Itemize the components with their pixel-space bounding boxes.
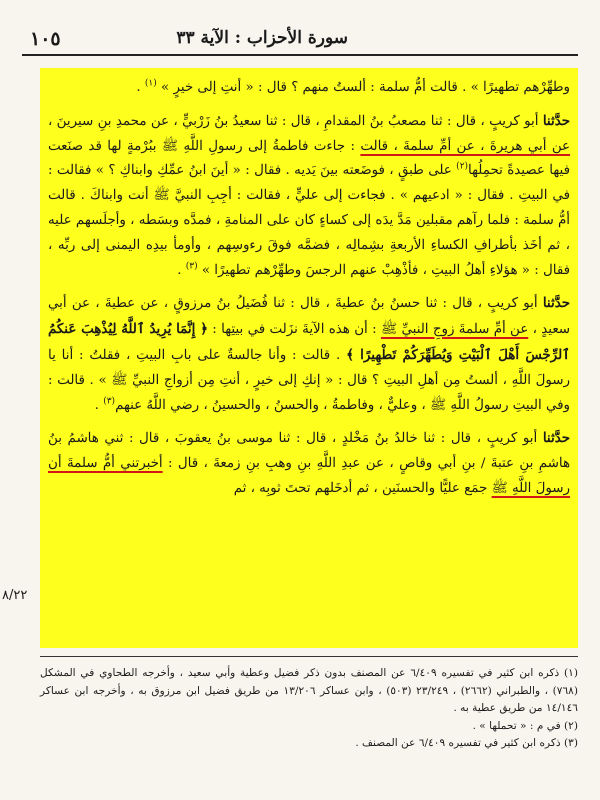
footnotes [40, 656, 578, 753]
main-text [48, 76, 570, 502]
p3-text-c: . قالت : وأنا جالسةٌ على بابِ البيتِ ، فقلتُ : أنا يا رسولَ اللَّهِ ، ألستُ مِن أهلِ البيتِ ؟ قال : « إنكِ إلى خيرٍ ، أنتِ مِن أزواجِ النبيِّ ﷺ » . قالت : وفي البيتِ رسولُ اللَّهِ ﷺ ، وعليٌّ ، وفاطمةُ ، والحسنُ ، والحسينُ ، رضي اللَّهُ عنهم [48, 347, 570, 413]
p3-text-b: : أن هذه الآيةَ نزَلت في بيتِها : [207, 322, 381, 338]
p1-end: . [136, 80, 145, 95]
paragraph-2 [48, 109, 570, 284]
page-number: ١٠٥ [30, 28, 61, 50]
footnote-3: (٣) ذكره ابن كثير في تفسيره ٦/٤٠٩ عن المصنف . [355, 737, 578, 749]
p2-text-c: على طبقٍ ، فوضَعته بينَ يَديه . فقال : « أينَ ابنُ عمِّكِ وابناكِ ؟ » فقالت : في البيتِ . فقال : « ادعيهم » . فجاءت إلى عليٍّ ، فقالت : أجِبِ النبيَّ ﷺ أنت وابناكَ . قالت أمُّ سلمة : فلما رآهم مقبلين مَدَّ يدَه إلى كساءٍ كان على المنامةِ ، فمدَّه وبسَطه ، وأجلَسهم عليه ، ثم أخَذ بأطرافِ الكساءِ الأربعةِ بشِمالِه ، فضمَّه فوقَ رءوسِهم ، وأومأ بيدِه اليمنى إلى ربِّه ، فقال : « هؤلاءِ أهلُ البيتِ ، فأذْهِبْ عنهم الرجسَ وطهِّرْهم تطهيرًا » [48, 163, 570, 278]
p2-end: . [177, 262, 186, 278]
p3-text-a: أبو كريبٍ ، قال : ثنا حسنُ بنُ عطيةَ ، قال : ثنا فُضَيلُ بنُ مرزوقٍ ، عن عطيةَ ، عن أبي سعيدٍ ، [48, 296, 571, 338]
footnote-ref-3[interactable]: (٣) [185, 261, 198, 272]
p2-opener: حدَّثنا [542, 112, 570, 129]
paragraph-1 [48, 76, 570, 101]
quran-verse: ﴿ إِنَّمَا يُرِيدُ ٱللَّهُ لِيُذْهِبَ عَنكُمُ ٱلرِّجْسَ أَهْلَ ٱلْبَيْتِ وَيُطَهِّرَكُمْ تَطْهِيرًا ﴾ [48, 321, 570, 363]
page-header [22, 26, 578, 56]
running-head: سورة الأحزاب : الآية ٣٣ [176, 28, 348, 48]
p4-underlined: أخبرتني أمُّ سلمةَ أن رسولَ اللَّهِ ﷺ [48, 456, 570, 496]
footnote-ref-2[interactable]: (٢) [456, 161, 469, 172]
p4-text-b: جمَع عليًّا والحسنَين ، ثم أدخَلهم تحتَ ثوبِه ، ثم [233, 480, 492, 496]
margin-note: ٨/٢٢ [2, 588, 28, 603]
footnotes-list [40, 657, 578, 753]
footnote-2: (٢) في م : « تحملها » . [472, 719, 578, 732]
footnote-ref-3b[interactable]: (٣) [103, 396, 116, 407]
p1-text: وطهِّرْهم تطهيرًا » . قالت أمُّ سلمة : ألستُ منهم ؟ قال : « أنتِ إلى خيرٍ » [156, 80, 570, 95]
paragraph-4 [48, 426, 570, 501]
p4-text-a: أبو كريبٍ ، قال : ثنا خالدُ بنُ مَخْلدٍ ، قال : ثنا موسى بنُ يعقوبَ ، قال : ثني هاشمُ بنُ هاشمِ بنِ عتبةَ / بنِ أبي وقاصٍ ، عن عبدِ اللَّهِ بنِ وهبِ بنِ زمعةَ ، قال : [48, 431, 570, 472]
p2-text-a: أبو كريبٍ ، قال : ثنا مصعبُ بنُ المقدامِ ، قال : ثنا سعيدُ بنُ زَرْبيٍّ ، عن محمدِ بنِ سيرينَ ، [48, 113, 543, 129]
p2-text-b: : جاءت فاطمةُ إلى رسولِ اللَّهِ ﷺ ببُرْمةٍ لها قد صنَعت فيها عصيدةً تحمِلُها [48, 138, 570, 179]
p3-end: . [94, 397, 104, 413]
p3-underlined: عن أمِّ سلمةَ زوجِ النبيِّ ﷺ [380, 322, 529, 338]
p2-underlined: عن أبي هريرةَ ، عن أمِّ سلمةَ ، قالت [360, 138, 571, 154]
p4-opener: حدَّثنا [542, 430, 570, 447]
footnote-ref-1[interactable]: (١) [144, 78, 157, 89]
p3-opener: حدَّثنا [542, 295, 570, 312]
paragraph-3 [48, 291, 570, 418]
footnote-1: (١) ذكره ابن كثير في تفسيره ٦/٤٠٩ عن المصنف بدون ذكر فضيل وعطية وأبي سعيد ، وأخرجه الطحاوي في المشكل (٧٦٨) ، والطبراني (٢٦٦٢) ، ٢٣/٢٤٩ (٥٠٣) ، وابن عساكر ١٣/٢٠٦ من طريق فضيل ابن مرزوق به ، وأخرجه ابن عساكر ١٤/١٤٦ من طريق عطية به . [40, 667, 579, 714]
